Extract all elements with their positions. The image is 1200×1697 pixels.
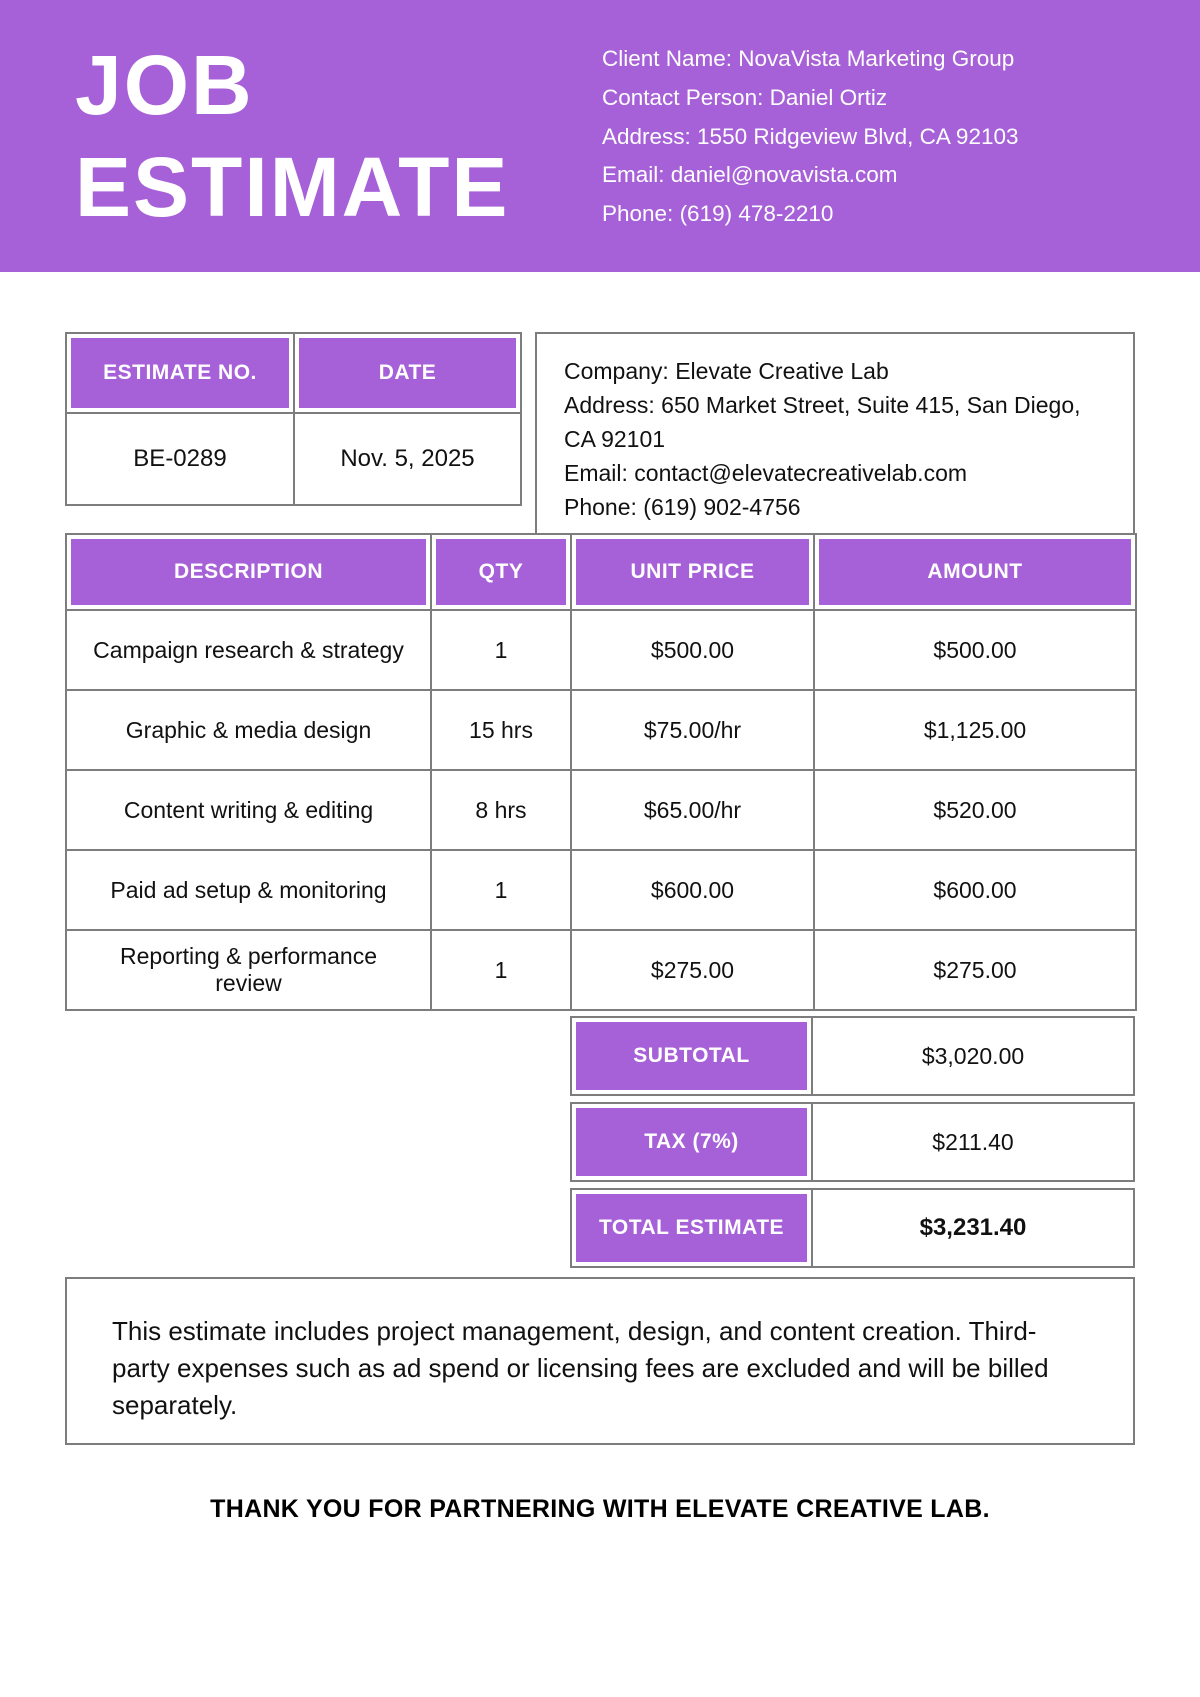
item-qty-cell: 1 — [431, 930, 571, 1010]
title-line-2: ESTIMATE — [75, 140, 510, 235]
table-row — [66, 770, 1136, 850]
company-address-line: Address: 650 Market Street, Suite 415, San Diego, CA 92101 — [564, 392, 1081, 452]
document-header — [0, 0, 1200, 272]
item-amount-cell: $600.00 — [814, 850, 1136, 930]
client-name-line: Client Name: NovaVista Marketing Group — [602, 46, 1015, 71]
client-info-block — [602, 40, 1019, 234]
unit-price-header: UNIT PRICE — [571, 534, 814, 610]
subtotal-row — [570, 1016, 1135, 1096]
footer-thank-you: THANK YOU FOR PARTNERING WITH ELEVATE CREATIVE LAB. — [210, 1495, 990, 1523]
item-unit-price-cell: $275.00 — [571, 930, 814, 1010]
tax-value: $211.40 — [813, 1102, 1135, 1182]
meta-value-row — [66, 413, 521, 505]
item-unit-price-cell: $75.00/hr — [571, 690, 814, 770]
company-info-box — [535, 332, 1135, 546]
totals-section — [570, 1016, 1135, 1274]
note-text: This estimate includes project management, design, and content creation. Third-party expenses such as ad spend or licensing fees are excluded and will be billed separately. — [112, 1316, 1049, 1420]
amount-header: AMOUNT — [814, 534, 1136, 610]
company-email-line: Email: contact@elevatecreativelab.com — [564, 460, 968, 486]
table-row — [66, 930, 1136, 1010]
item-description-cell: Campaign research & strategy — [66, 610, 431, 690]
table-row — [66, 850, 1136, 930]
item-amount-cell: $1,125.00 — [814, 690, 1136, 770]
table-row — [66, 610, 1136, 690]
item-qty-cell: 1 — [431, 610, 571, 690]
date-header: DATE — [294, 333, 521, 413]
item-description-cell: Graphic & media design — [66, 690, 431, 770]
items-table — [65, 533, 1137, 1011]
estimate-no-value: BE-0289 — [66, 413, 294, 505]
item-description-cell: Content writing & editing — [66, 770, 431, 850]
client-email-line: Email: daniel@novavista.com — [602, 162, 898, 188]
item-unit-price-cell: $500.00 — [571, 610, 814, 690]
page-title — [75, 34, 509, 239]
item-unit-price-cell: $65.00/hr — [571, 770, 814, 850]
item-amount-cell: $275.00 — [814, 930, 1136, 1010]
title-line-1: JOB — [75, 38, 254, 132]
tax-label: TAX (7%) — [570, 1102, 813, 1182]
item-unit-price-cell: $600.00 — [571, 850, 814, 930]
item-qty-cell: 1 — [431, 850, 571, 930]
company-name-line: Company: Elevate Creative Lab — [564, 358, 889, 384]
estimate-no-header: ESTIMATE NO. — [66, 333, 294, 413]
total-estimate-label: TOTAL ESTIMATE — [570, 1188, 813, 1268]
item-description-cell: Paid ad setup & monitoring — [66, 850, 431, 930]
item-qty-cell: 15 hrs — [431, 690, 571, 770]
item-amount-cell: $500.00 — [814, 610, 1136, 690]
company-phone-line: Phone: (619) 902-4756 — [564, 494, 801, 520]
item-amount-cell: $520.00 — [814, 770, 1136, 850]
date-value: Nov. 5, 2025 — [294, 413, 521, 505]
client-contact-line: Contact Person: Daniel Ortiz — [602, 84, 888, 110]
client-address-line: Address: 1550 Ridgeview Blvd, CA 92103 — [602, 123, 1019, 149]
item-description-cell: Reporting & performance review — [66, 930, 431, 1010]
meta-header-row — [66, 333, 521, 413]
estimate-meta-table — [65, 332, 522, 506]
qty-header: QTY — [431, 534, 571, 610]
tax-row — [570, 1102, 1135, 1182]
description-header: DESCRIPTION — [66, 534, 431, 610]
total-estimate-value: $3,231.40 — [813, 1188, 1135, 1268]
client-phone-line: Phone: (619) 478-2210 — [602, 201, 834, 227]
notes-box — [65, 1277, 1135, 1445]
subtotal-value: $3,020.00 — [813, 1016, 1135, 1096]
item-qty-cell: 8 hrs — [431, 770, 571, 850]
subtotal-label: SUBTOTAL — [570, 1016, 813, 1096]
items-header-row — [66, 534, 1136, 610]
table-row — [66, 690, 1136, 770]
total-estimate-row — [570, 1188, 1135, 1268]
